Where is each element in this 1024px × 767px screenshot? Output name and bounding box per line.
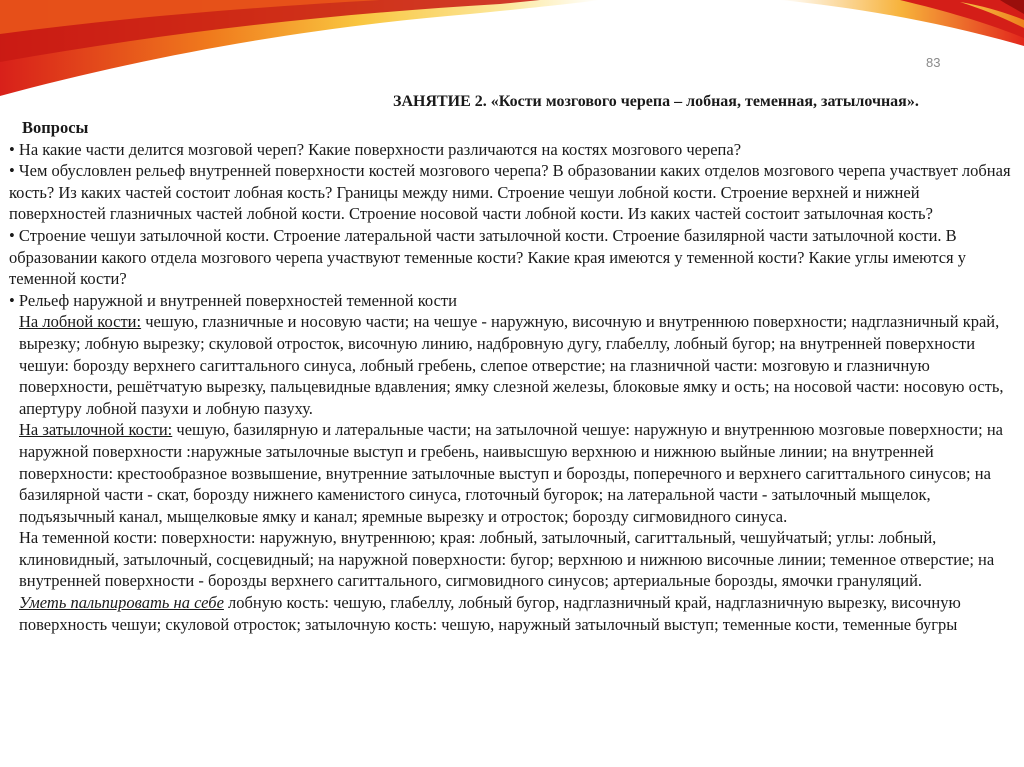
palpation-paragraph: Уметь пальпировать на себе лобную кость: чешую, глабеллу, лобный бугор, надглазничный край, надглазничную вырезку, височную поверхность чешуи; скуловой отросток; затылочную кость: чешую, наружный затылочный выступ; теменные кости, теменные бугры bbox=[19, 593, 961, 634]
questions-heading: Вопросы bbox=[22, 118, 89, 137]
slide-title: ЗАНЯТИЕ 2. «Кости мозгового черепа – лобная, теменная, затылочная». bbox=[393, 93, 919, 110]
palpation-label: Уметь пальпировать на себе bbox=[19, 593, 224, 613]
frontal-bone-label: На лобной кости: bbox=[19, 312, 142, 332]
bullet: • bbox=[9, 225, 15, 245]
decorative-ribbon-header bbox=[0, 0, 1024, 100]
bullet: • bbox=[9, 139, 15, 159]
bullet: • bbox=[9, 161, 15, 181]
slide-content bbox=[9, 117, 1014, 635]
occipital-bone-label: На затылочной кости: bbox=[19, 420, 173, 440]
question-item: • Чем обусловлен рельеф внутренней поверхности костей мозгового черепа? В образовании каких отделов мозгового черепа участвует лобная кость? Из каких частей состоит лобная кость? Границы между ними. Строение чешуи лобной кости. Строение верхней и нижней поверхностей глазничных частей лобной кости. Строение носовой части лобной кости. Из каких частей состоит затылочная кость? bbox=[9, 161, 1011, 224]
slide-number: 83 bbox=[926, 55, 941, 70]
parietal-bone-paragraph: На теменной кости: поверхности: наружную, внутреннюю; края: лобный, затылочный, сагиттальный, чешуйчатый; углы: лобный, клиновидный, затылочный, сосцевидный; на наружной поверхности: бугор; верхнюю и нижнюю височные линии; теменное отверстие; на внутренней поверхности - борозды верхнего сагиттального, сигмовидного синусов; артериальные борозды, ямочки грануляций. bbox=[19, 528, 995, 591]
question-item: • На какие части делится мозговой череп? Какие поверхности различаются на костях мозгового черепа? bbox=[9, 139, 742, 159]
bullet: • bbox=[9, 290, 15, 310]
occipital-bone-paragraph: На затылочной кости: чешую, базилярную и латеральные части; на затылочной чешуе: наружную и внутреннюю мозговые поверхности; на наружной поверхности :наружные затылочные выступ и гребень, наивысшую верхнюю и нижнюю выйные линии; на внутренней поверхности: крестообразное возвышение, внутренние затылочные выступ и борозды, поперечного и верхнего сагиттального синусов; на базилярной части - скат, борозду нижнего каменистого синуса, глоточный бугорок; на латеральной части - затылочный мыщелок, подъязычный канал, мыщелковые ямку и канал; яремные вырезку и отросток; борозду сигмовидного синуса. bbox=[19, 420, 1004, 526]
question-item: • Рельеф наружной и внутренней поверхностей теменной кости bbox=[9, 290, 457, 310]
frontal-bone-paragraph: На лобной кости: чешую, глазничные и носовую части; на чешуе - наружную, височную и внутреннюю поверхности; надглазничный край, вырезку; лобную вырезку; скуловой отросток, височную линию, надбровную дугу, глабеллу, лобный бугор; на внутренней поверхности чешуи: борозду верхнего сагиттального синуса, лобный гребень, слепое отверстие; на глазничной части: мозговую и глазничную поверхности, решётчатую вырезку, пальцевидные вдавления; ямку слезной железы, блоковые ямку и ость; на носовой части: носовую ость, апертуру лобной пазухи и лобную пазуху. bbox=[19, 312, 1004, 418]
question-item: • Строение чешуи затылочной кости. Строение латеральной части затылочной кости. Строение базилярной части затылочной кости. В образовании какого отдела мозгового черепа участвуют теменные кости? Какие края имеются у теменной кости? Какие углы имеются у теменной кости? bbox=[9, 225, 966, 289]
